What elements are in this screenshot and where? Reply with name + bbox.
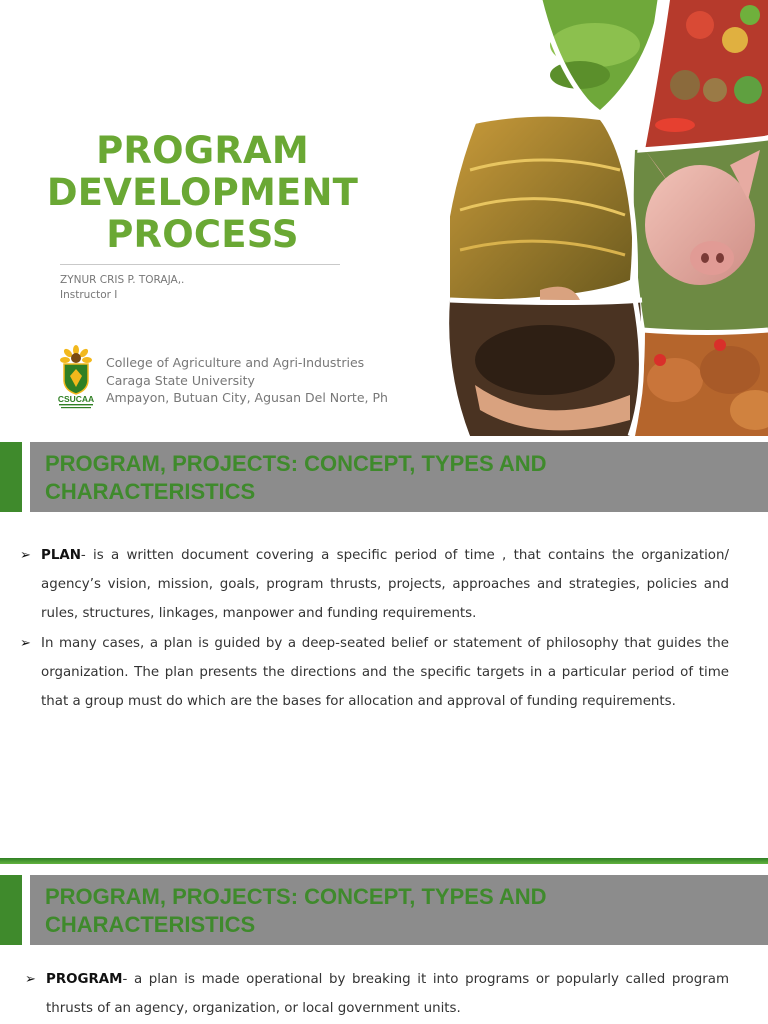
list-item <box>0 629 768 717</box>
arrowhead-bullet-icon: ➢ <box>20 635 31 651</box>
presentation-title <box>30 130 375 256</box>
section-header-1 <box>0 442 768 512</box>
logo-wordmark: CSUCAA <box>57 394 95 404</box>
accent-bar <box>0 442 22 512</box>
definition-plan: - is a written document covering a specific period of time , that contains the organization/ agency’s vision, mission, goals, program thrusts, projects, approaches and strategies, policies and rules, structures, linkages, manpower and funding requirements. <box>41 548 729 622</box>
section-header-2 <box>0 875 768 945</box>
accent-bar <box>0 875 22 945</box>
csucaa-logo <box>56 344 96 410</box>
university-name: Caraga State University <box>106 372 255 388</box>
author-block <box>60 273 184 303</box>
plan-description: In many cases, a plan is guided by a deep-seated belief or statement of philosophy that guides the organization. The plan presents the directions and the specific targets in a particular period of time that a group must do which are the bases for allocation and approval of funding requirements. <box>41 635 729 710</box>
title-line-2: DEVELOPMENT <box>46 171 359 214</box>
list-item <box>0 965 768 1023</box>
section-header-title: PROGRAM, PROJECTS: CONCEPT, TYPES AND CHARACTERISTICS <box>45 884 547 937</box>
university-address: Ampayon, Butuan City, Agusan Del Norte, Ph <box>106 390 388 405</box>
title-slide <box>0 0 768 440</box>
bullet-list-1 <box>0 541 768 716</box>
title-line-1: PROGRAM <box>96 129 309 172</box>
title-divider <box>60 264 340 265</box>
arrowhead-bullet-icon: ➢ <box>25 972 36 987</box>
term-program: PROGRAM <box>46 972 123 987</box>
arrowhead-bullet-icon: ➢ <box>20 548 31 563</box>
bullet-list-2 <box>0 965 768 1023</box>
title-line-3: PROCESS <box>106 213 299 256</box>
slide-divider <box>0 858 768 864</box>
college-name: College of Agriculture and Agri-Industries <box>106 355 365 370</box>
agriculture-photo-collage <box>430 0 768 436</box>
definition-program: - a plan is made operational by breaking it into programs or popularly called program thrusts of an agency, organization, or local government units. <box>46 972 729 1017</box>
institution-info <box>106 354 388 407</box>
author-name: ZYNUR CRIS P. TORAJA,. <box>60 274 185 286</box>
author-role: Instructor I <box>60 289 118 301</box>
section-header-title: PROGRAM, PROJECTS: CONCEPT, TYPES AND CHARACTERISTICS <box>45 451 547 504</box>
list-item <box>0 541 768 629</box>
term-plan: PLAN <box>41 548 81 563</box>
